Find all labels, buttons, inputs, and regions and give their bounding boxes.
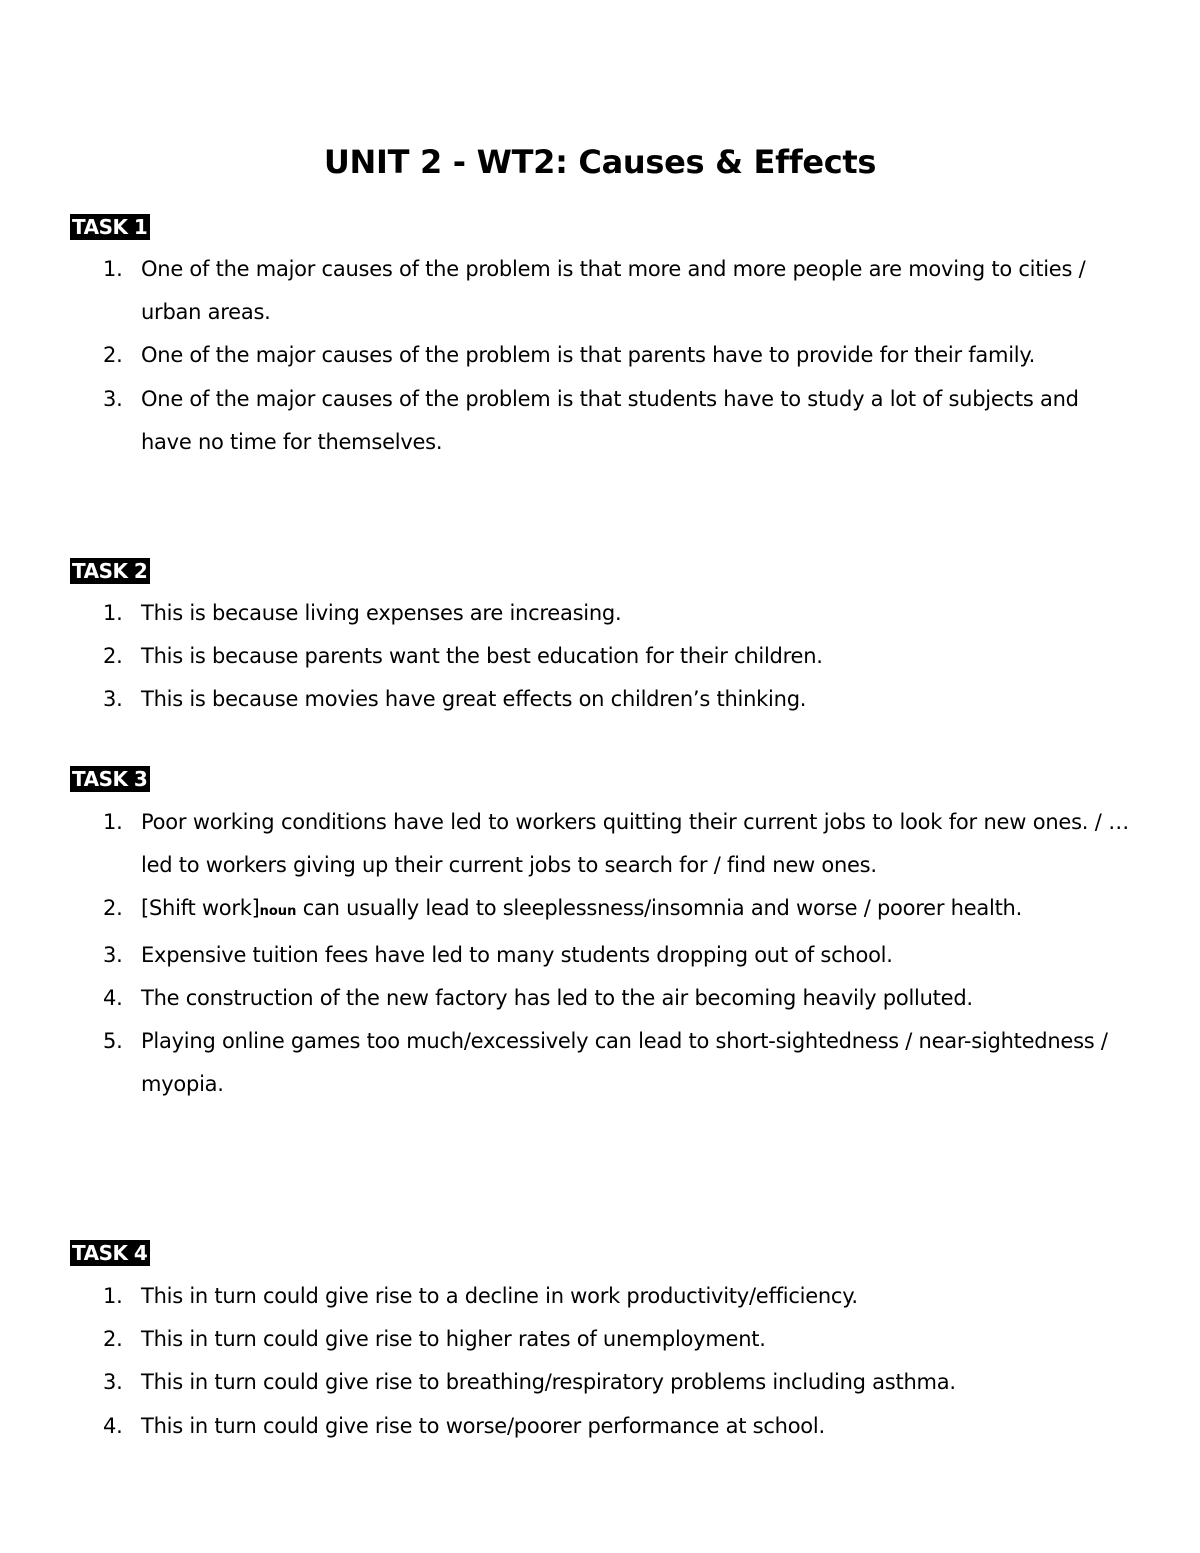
item-number: 3. bbox=[103, 1370, 123, 1395]
item-text: The construction of the new factory has led to the air becoming heavily polluted. bbox=[141, 985, 973, 1010]
list-item bbox=[0, 334, 1129, 377]
list-item bbox=[0, 378, 1129, 464]
task-1-label: TASK 1 bbox=[70, 214, 150, 240]
item-text: Playing online games too much/excessively can lead to short-sightedness / near-sightedness / myopia. bbox=[141, 1029, 1108, 1097]
list-item bbox=[0, 678, 1129, 721]
item-number: 3. bbox=[103, 942, 123, 967]
item-text: Poor working conditions have led to workers quitting their current jobs to look for new ones. / … led to workers giving up their current jobs to search for / find new ones. bbox=[141, 810, 1129, 878]
item-text: This in turn could give rise to a decline in work productivity/efficiency. bbox=[141, 1284, 858, 1308]
task-4-list bbox=[0, 1275, 1200, 1448]
list-item bbox=[0, 1020, 1129, 1106]
item-text: This in turn could give rise to breathing/respiratory problems including asthma. bbox=[141, 1370, 956, 1395]
list-item bbox=[0, 801, 1129, 887]
item-number: 3. bbox=[103, 687, 123, 712]
list-item bbox=[0, 592, 1129, 635]
item-number: 1. bbox=[103, 257, 123, 281]
item-number: 2. bbox=[103, 343, 123, 368]
item-number: 2. bbox=[103, 896, 123, 921]
item-number: 4. bbox=[103, 985, 123, 1010]
list-item bbox=[0, 977, 1129, 1020]
item-text: Expensive tuition fees have led to many students dropping out of school. bbox=[141, 942, 893, 967]
list-item bbox=[0, 1405, 1129, 1448]
item-number: 1. bbox=[103, 810, 123, 834]
list-item bbox=[0, 635, 1129, 678]
task-2-label: TASK 2 bbox=[70, 558, 150, 584]
item-number: 1. bbox=[103, 1284, 123, 1308]
item-text: This is because parents want the best education for their children. bbox=[141, 644, 823, 669]
item-number: 5. bbox=[103, 1029, 123, 1054]
item-text: can usually lead to sleeplessness/insomnia and worse / poorer health. bbox=[296, 896, 1023, 921]
task-4-label: TASK 4 bbox=[70, 1240, 150, 1266]
item-text: This in turn could give rise to higher rates of unemployment. bbox=[141, 1327, 766, 1352]
item-number: 1. bbox=[103, 601, 123, 625]
item-number: 4. bbox=[103, 1413, 123, 1438]
item-number: 3. bbox=[103, 386, 123, 411]
item-text: This is because living expenses are increasing. bbox=[141, 601, 622, 625]
list-item bbox=[0, 248, 1129, 334]
page-title: UNIT 2 - WT2: Causes & Effects bbox=[323, 143, 877, 181]
item-text-prefix: [Shift work] bbox=[141, 896, 260, 921]
item-text: This in turn could give rise to worse/poorer performance at school. bbox=[141, 1413, 825, 1438]
task-1-list bbox=[0, 248, 1200, 464]
list-item bbox=[0, 934, 1129, 977]
item-number: 2. bbox=[103, 644, 123, 669]
subscript-note: noun bbox=[259, 904, 297, 920]
item-text: This is because movies have great effects on children’s thinking. bbox=[141, 687, 807, 712]
list-item bbox=[0, 887, 1129, 933]
item-text: One of the major causes of the problem is that parents have to provide for their family. bbox=[141, 343, 1036, 368]
task-3-label: TASK 3 bbox=[70, 766, 150, 792]
item-text: One of the major causes of the problem is that more and more people are moving to cities / urban areas. bbox=[141, 257, 1086, 325]
list-item bbox=[0, 1361, 1129, 1404]
list-item bbox=[0, 1275, 1129, 1318]
task-2-list bbox=[0, 592, 1200, 722]
item-number: 2. bbox=[103, 1327, 123, 1352]
task-3-list bbox=[0, 801, 1200, 1106]
list-item bbox=[0, 1318, 1129, 1361]
item-text: One of the major causes of the problem is that students have to study a lot of subjects and have no time for themselves. bbox=[141, 386, 1079, 454]
